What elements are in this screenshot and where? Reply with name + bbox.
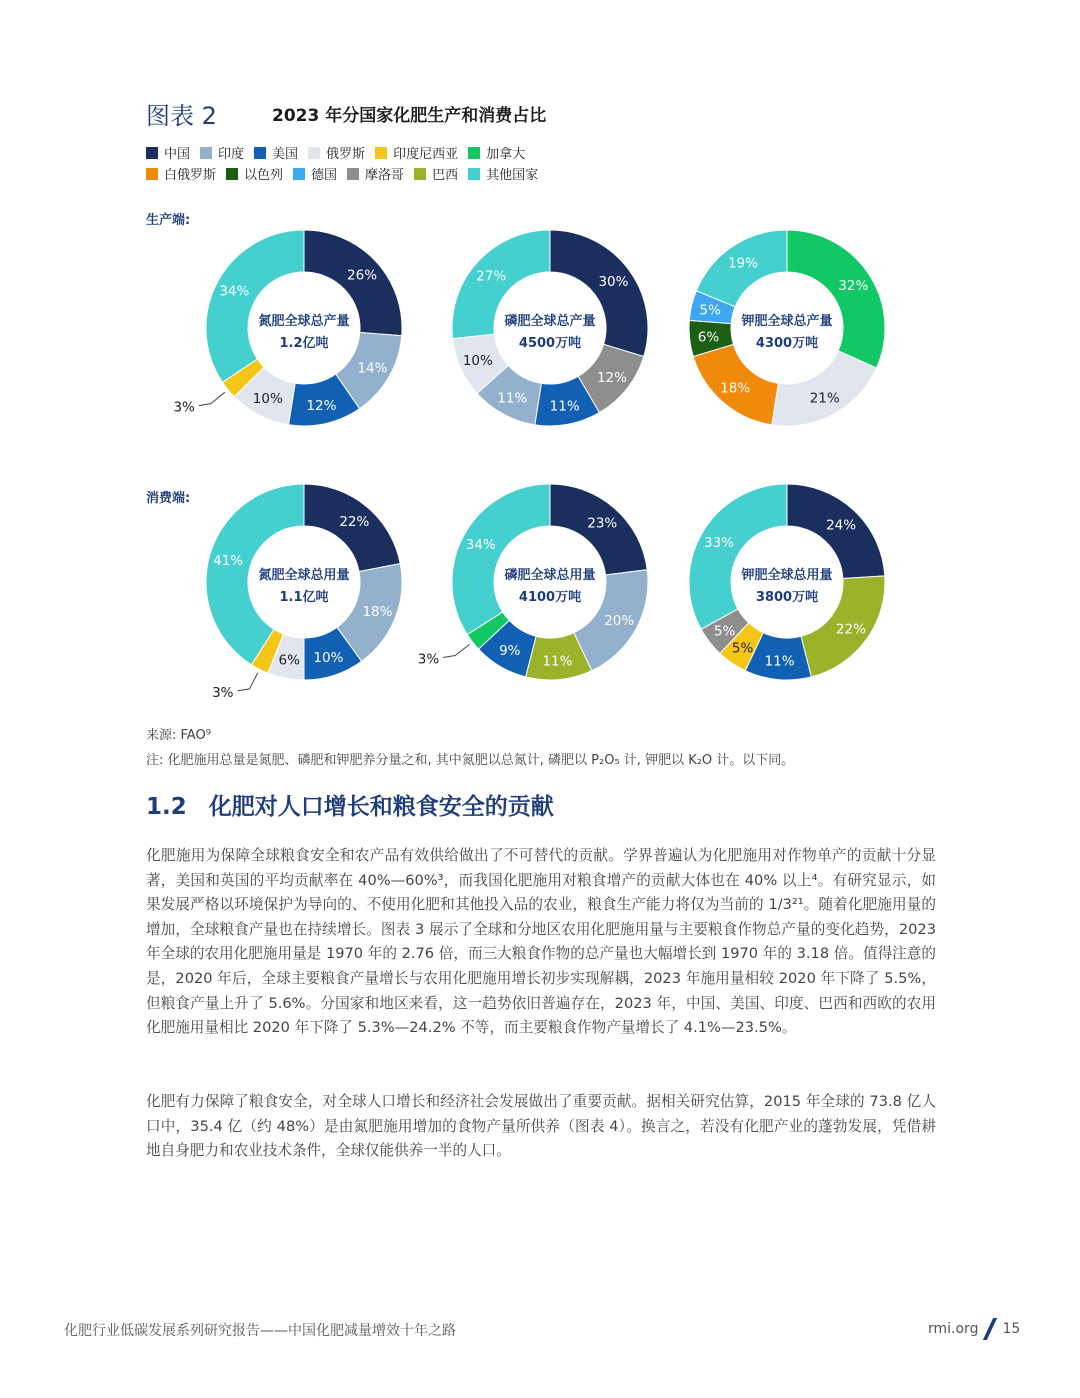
legend-item: 中国 [146, 143, 190, 162]
section-heading [146, 788, 554, 821]
slice-label: 3% [173, 399, 195, 416]
center-title: 钾肥全球总产量 [741, 314, 833, 329]
section-title: 化肥对人口增长和粮食安全的贡献 [208, 794, 554, 820]
slice-label: 26% [347, 267, 378, 284]
footer-right [928, 1318, 1020, 1340]
slice-label: 5% [713, 623, 736, 640]
slice-label: 22% [339, 514, 370, 531]
center-title: 氮肥全球总产量 [258, 314, 350, 329]
center-title: 钾肥全球总用量 [741, 568, 833, 583]
slice-label: 11% [549, 398, 580, 415]
slice-label: 3% [212, 684, 234, 701]
donut-slice [689, 484, 787, 629]
slice-label: 18% [362, 604, 393, 621]
legend-item: 印度尼西亚 [375, 143, 458, 162]
legend-item: 加拿大 [468, 143, 525, 162]
production-label: 生产端: [146, 213, 191, 228]
leader-line [199, 392, 225, 405]
center-value: 4100万吨 [518, 590, 582, 605]
slice-label: 5% [731, 640, 754, 657]
center-value: 1.1亿吨 [279, 590, 329, 605]
section-number: 1.2 [146, 794, 187, 820]
body-paragraph-2: 化肥有力保障了粮食安全，对全球人口增长和经济社会发展做出了重要贡献。据相关研究估算，2015 年全球的 73.8 亿人口中，35.4 亿（约 48%）是由氮肥施用增加的食物产量所供养（图表 4）。换言之，若没有化肥产业的蓬勃发展，凭借耕地自身肥力和农业技术条件，全球仅能供养一半的人口。 [146, 1093, 936, 1160]
donut-slice [206, 230, 304, 382]
slice-label: 41% [213, 552, 244, 569]
slice-label: 23% [587, 515, 618, 532]
slice-label: 12% [306, 398, 337, 415]
slice-label: 18% [720, 380, 751, 397]
donut-slice [772, 351, 877, 426]
center-title: 氮肥全球总用量 [258, 568, 350, 583]
slice-label: 14% [357, 360, 388, 377]
center-value: 4300万吨 [755, 336, 819, 351]
legend-item: 德国 [293, 164, 337, 183]
slice-label: 11% [764, 653, 795, 670]
slice-label: 3% [417, 651, 440, 668]
slice-label: 22% [835, 621, 866, 638]
slice-label: 34% [465, 536, 496, 553]
legend-item: 其他国家 [468, 164, 538, 183]
slice-label: 32% [838, 278, 869, 295]
slice-label: 30% [598, 273, 629, 290]
legend-item: 美国 [254, 143, 298, 162]
legend-item: 俄罗斯 [308, 143, 365, 162]
slice-label: 5% [699, 302, 721, 319]
footer-site-link[interactable]: rmi.org [928, 1321, 979, 1337]
center-title: 磷肥全球总产量 [504, 314, 596, 329]
slice-label: 21% [809, 390, 840, 407]
leader-line [443, 645, 469, 658]
slice-label: 24% [826, 517, 857, 534]
legend-item: 印度 [200, 143, 244, 162]
slice-label: 11% [542, 653, 573, 670]
slice-label: 9% [499, 642, 521, 659]
page-number: 15 [1002, 1321, 1021, 1337]
source-note: 来源: FAO⁹ [146, 728, 211, 743]
slice-label: 27% [476, 268, 507, 285]
slice-label: 6% [697, 329, 720, 346]
legend-item: 摩洛哥 [347, 164, 404, 183]
body-paragraph-1: 化肥施用为保障全球粮食安全和农产品有效供给做出了不可替代的贡献。学界普遍认为化肥施用对作物单产的贡献十分显著，美国和英国的平均贡献率在 40%—60%³，而我国化肥施用对粮食增产的贡献大体也在 40% 以上⁴。有研究显示，如果发展严格以环境保护为导向的、不使用化肥和其他投入品的农业，粮食生产能力将仅为当前的 1/3²¹。随着化肥施用量的增加，全球粮食产量也在持续增长。图表 3 展示了全球和分地区农用化肥施用量与主要粮食作物总产量的变化趋势，2023 年全球的农用化肥施用量是 1970 年的 2.76 倍，而三大粮食作物的总产量也大幅增长到 1970 年的 3.18 倍。值得注意的是，2020 年后，全球主要粮食产量增长与农用化肥施用增长初步实现解耦，2023 年施用量相较 2020 年下降了 5.5%，但粮食产量上升了 5.6%。分国家和地区来看，这一趋势依旧普遍存在，2023 年，中国、美国、印度、巴西和西欧的农用化肥施用量相比 2020 年下降了 5.3%—24.2% 不等，而主要粮食作物产量增长了 4.1%—23.5%。 [146, 847, 936, 1037]
slice-label: 10% [313, 650, 344, 667]
slice-label: 33% [703, 534, 735, 551]
donut-slice [452, 484, 550, 635]
figure-title: 2023 年分国家化肥生产和消费占比 [272, 106, 547, 126]
slice-label: 20% [604, 613, 635, 630]
figure-label: 图表 2 [146, 102, 217, 130]
footer-slash-icon [983, 1318, 997, 1340]
leader-line [238, 673, 258, 691]
slice-label: 34% [219, 283, 250, 300]
consumption-label: 消费端: [146, 491, 191, 506]
center-title: 磷肥全球总用量 [504, 568, 596, 583]
footnote: 注: 化肥施用总量是氮肥、磷肥和钾肥养分量之和, 其中氮肥以总氮计, 磷肥以 P₂O₅ 计, 钾肥以 K₂O 计。以下同。 [146, 753, 795, 768]
slice-label: 10% [462, 353, 493, 370]
legend-item: 巴西 [414, 164, 458, 183]
legend-item: 以色列 [226, 164, 283, 183]
slice-label: 10% [252, 391, 283, 408]
legend-item: 白俄罗斯 [146, 164, 216, 183]
center-value: 4500万吨 [518, 336, 582, 351]
slice-label: 19% [727, 255, 758, 272]
center-value: 1.2亿吨 [279, 336, 329, 351]
center-value: 3800万吨 [755, 590, 819, 605]
footer-report-title: 化肥行业低碳发展系列研究报告——中国化肥减量增效十年之路 [64, 1323, 456, 1339]
slice-label: 12% [596, 369, 627, 386]
slice-label: 11% [497, 390, 528, 407]
slice-label: 6% [278, 652, 300, 669]
